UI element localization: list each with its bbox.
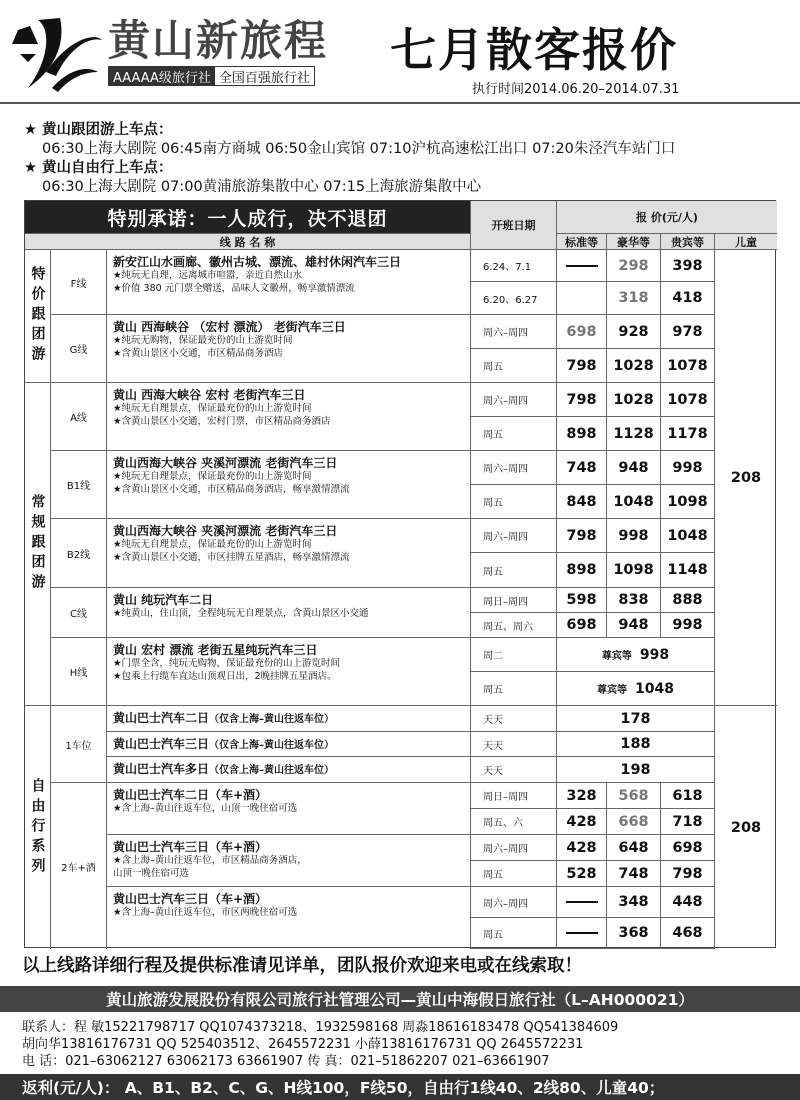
route-desc <box>107 451 471 519</box>
price-lux: 1048 <box>607 485 661 519</box>
col-vip: 贵宾等 <box>661 234 715 250</box>
line-code: A线 <box>51 383 107 451</box>
price-std: 528 <box>557 861 607 887</box>
company-banner: 黄山旅游发展股份有限公司旅行社管理公司—黄山中海假日旅行社（L–AH000021） <box>0 986 800 1012</box>
schedule-date: 周五、周六 <box>471 613 557 638</box>
price-lux: 948 <box>607 451 661 485</box>
route-title: 黄山巴士汽车二日 <box>113 711 210 726</box>
price-std: 328 <box>557 783 607 809</box>
route-desc <box>107 519 471 588</box>
badge-rating: AAAAA级旅行社 <box>109 67 215 85</box>
route-note: ★含黄山景区小交通，市区挂牌五星酒店，畅享激情漂流 <box>113 552 350 563</box>
price-std <box>557 887 607 918</box>
col-child: 儿童 <box>715 234 777 250</box>
execution-period: 执行时间2014.06.20–2014.07.31 <box>472 82 680 97</box>
price-lux: 648 <box>607 835 661 861</box>
route-note: ★纯玩无自理景点，保证最充份的山上游览时间 <box>113 403 312 415</box>
route-title: 黄山巴士汽车三日（车+酒） <box>113 840 268 854</box>
col-route: 线 路 名 称 <box>25 234 471 250</box>
promise-banner: 特别承诺：一人成行，决不退团 <box>25 201 471 234</box>
route-sub: （仅含上海–黄山往返车位） <box>209 765 335 777</box>
route-desc <box>107 250 471 315</box>
price-vip: 798 <box>661 861 715 887</box>
route-title: 新安江山水画廊、徽州古城、漂流、雄村休闲汽车三日 <box>113 255 402 269</box>
schedule-date: 周日–周四 <box>471 588 557 613</box>
price-lux: 318 <box>607 282 661 315</box>
line-code: B1线 <box>51 451 107 519</box>
price-lux: 348 <box>607 887 661 918</box>
line-code: H线 <box>51 638 107 706</box>
price-vip: 888 <box>661 588 715 613</box>
follow-pickup-title: ★ 黄山跟团游上车点： <box>24 122 173 138</box>
schedule-date: 6.20、6.27 <box>471 282 557 315</box>
price-std: 898 <box>557 553 607 588</box>
category-free: 自由行系列 <box>25 706 51 949</box>
schedule-date: 天天 <box>471 757 557 783</box>
price-std: 798 <box>557 383 607 417</box>
no-price-dash <box>566 901 598 903</box>
child-price: 208 <box>730 819 762 836</box>
col-lux: 豪华等 <box>607 234 661 250</box>
single-price: 188 <box>557 732 715 757</box>
merged-price <box>557 672 715 706</box>
schedule-date: 周六–周四 <box>471 519 557 553</box>
price-vip: 698 <box>661 835 715 861</box>
price-vip: 998 <box>661 451 715 485</box>
price-lux: 948 <box>607 613 661 638</box>
route-desc <box>107 732 471 757</box>
route-sub: （仅含上海–黄山往返车位） <box>209 739 335 751</box>
price-lux: 1128 <box>607 417 661 451</box>
schedule-date: 周五 <box>471 349 557 383</box>
price-lux: 1028 <box>607 383 661 417</box>
badge-rank: 全国百强旅行社 <box>218 70 310 86</box>
col-date: 开班日期 <box>471 201 557 250</box>
price-vip: 1078 <box>661 383 715 417</box>
schedule-date: 周日–周四 <box>471 783 557 809</box>
route-note: ★含黄山景区小交通，宏村门票，市区精品商务酒店 <box>113 416 331 427</box>
price-std <box>557 250 607 282</box>
price-vip: 978 <box>661 315 715 349</box>
price-lux: 1028 <box>607 349 661 383</box>
route-note: ★纯玩无自理，远离城市喧嚣，亲近自然山水 <box>113 270 303 282</box>
route-desc <box>107 783 471 835</box>
price-std <box>557 918 607 949</box>
price-vip: 998 <box>661 613 715 638</box>
route-title: 黄山 宏村 漂流 老街五星纯玩汽车三日 <box>113 643 318 657</box>
route-note: ★纯黄山，住山顶，全程纯玩无自理景点，含黄山景区小交通 <box>113 608 369 620</box>
route-note: ★含上海–黄山往返车位，山顶一晚住宿可选 <box>113 803 298 815</box>
free-pickup-title: ★ 黄山自由行上车点： <box>24 160 173 176</box>
price-std: 798 <box>557 519 607 553</box>
price-lux: 668 <box>607 809 661 835</box>
price-vip: 1178 <box>661 417 715 451</box>
route-title: 黄山西海大峡谷 夹溪河漂流 老街汽车三日 <box>113 524 338 538</box>
price-std: 698 <box>557 613 607 638</box>
price-lux: 298 <box>607 250 661 282</box>
schedule-date: 周二 <box>471 638 557 672</box>
follow-pickup-stops: 06:30上海大剧院 06:45南方商城 06:50金山宾馆 07:10沪杭高速松江出口 07:20朱泾汽车站门口 <box>42 141 676 157</box>
divider <box>0 102 800 104</box>
phone-line: 电 话：021–63062127 63062173 63661907 传 真：021–51862207 021–63661907 <box>22 1054 550 1069</box>
schedule-date: 周五 <box>471 918 557 949</box>
route-note: ★含黄山景区小交通，市区精品商务酒店，畅享激情漂流 <box>113 484 350 495</box>
route-desc <box>107 835 471 887</box>
free-pickup-stops: 06:30上海大剧院 07:00黄浦旅游集散中心 07:15上海旅游集散中心 <box>42 179 482 195</box>
brand-badge <box>108 66 315 86</box>
no-price-dash <box>566 265 598 267</box>
price-vip: 398 <box>661 250 715 282</box>
price-std: 428 <box>557 835 607 861</box>
route-note: ★包乘上行缆车直达山顶观日出，2晚挂牌五星酒店。 <box>113 671 337 682</box>
merged-price <box>557 638 715 672</box>
price-std: 598 <box>557 588 607 613</box>
schedule-date: 天天 <box>471 732 557 757</box>
category-special: 特价跟团游 <box>25 250 51 383</box>
route-note: ★纯玩无自理景点，保证最充份的山上游览时间 <box>113 471 312 483</box>
price-std: 748 <box>557 451 607 485</box>
no-price-dash <box>566 932 598 934</box>
route-desc <box>107 315 471 383</box>
price-value: 1048 <box>635 680 674 697</box>
page-title: 七月散客报价 <box>390 23 678 77</box>
col-std: 标准等 <box>557 234 607 250</box>
schedule-date: 周六–周四 <box>471 315 557 349</box>
price-tier-label: 尊宾等 <box>601 651 632 662</box>
schedule-date: 周五、六 <box>471 809 557 835</box>
travel-logo-icon <box>8 10 104 94</box>
route-sub: （仅含上海–黄山往返车位） <box>209 714 335 726</box>
route-note: ★纯玩无自理景点，保证最充份的山上游览时间 <box>113 539 312 551</box>
price-table <box>24 200 776 948</box>
route-note: ★含黄山景区小交通，市区精品商务酒店 <box>113 348 284 359</box>
footer-note: 以上线路详细行程及提供标准请见详单，团队报价欢迎来电或在线索取！ <box>22 956 582 976</box>
schedule-date: 周六–周四 <box>471 887 557 918</box>
category-regular: 常规跟团游 <box>25 383 51 706</box>
price-lux: 998 <box>607 519 661 553</box>
price-vip: 468 <box>661 918 715 949</box>
col-price: 报 价(元/人) <box>557 201 777 234</box>
price-lux: 928 <box>607 315 661 349</box>
route-note: 山顶一晚住宿可选 <box>113 868 190 879</box>
contact-line: 联系人：程 敏15221798717 QQ1074373218、1932598168 周淼18616183478 QQ541384609 <box>22 1020 619 1035</box>
schedule-date: 周五 <box>471 417 557 451</box>
route-note: ★价值 380 元门票全赠送，品味人文徽州，畅享激情漂流 <box>113 283 355 294</box>
route-note: ★含上海–黄山往返车位，市区两晚住宿可选 <box>113 907 298 919</box>
price-lux: 748 <box>607 861 661 887</box>
single-price: 198 <box>557 757 715 783</box>
schedule-date: 周五 <box>471 672 557 706</box>
price-value: 998 <box>639 646 670 663</box>
route-title: 黄山西海大峡谷 夹溪河漂流 老街汽车三日 <box>113 456 338 470</box>
price-vip: 1098 <box>661 485 715 519</box>
schedule-date: 周六–周四 <box>471 451 557 485</box>
price-std: 698 <box>557 315 607 349</box>
price-std <box>557 282 607 315</box>
line-code: G线 <box>51 315 107 383</box>
line-code: F线 <box>51 250 107 315</box>
route-note: ★含上海–黄山往返车位，市区精品商务酒店， <box>113 855 307 867</box>
line-code: C线 <box>51 588 107 638</box>
price-vip: 1078 <box>661 349 715 383</box>
route-title: 黄山巴士汽车三日 <box>113 736 210 751</box>
rebate-banner: 返利(元/人)： A、B1、B2、C、G、H线100，F线50，自由行1线40、2线80、儿童40； <box>0 1074 800 1100</box>
route-desc <box>107 706 471 732</box>
route-title: 黄山巴士汽车多日 <box>113 762 210 777</box>
route-desc <box>107 887 471 949</box>
line-code: 1车位 <box>51 706 107 783</box>
child-price: 208 <box>715 250 777 706</box>
route-desc <box>107 383 471 451</box>
line-code: B2线 <box>51 519 107 588</box>
price-lux: 568 <box>607 783 661 809</box>
price-lux: 1098 <box>607 553 661 588</box>
route-title: 黄山 西海大峡谷 宏村 老街汽车三日 <box>113 388 306 402</box>
route-title: 黄山 西海峡谷 （宏村 漂流） 老街汽车三日 <box>113 320 346 334</box>
price-vip: 618 <box>661 783 715 809</box>
schedule-date: 6.24、7.1 <box>471 250 557 282</box>
route-note: ★纯玩无购物，保证最充份的山上游览时间 <box>113 335 293 347</box>
price-vip: 1148 <box>661 553 715 588</box>
price-vip: 718 <box>661 809 715 835</box>
price-std: 428 <box>557 809 607 835</box>
route-title: 黄山 纯玩汽车二日 <box>113 593 214 607</box>
price-vip: 448 <box>661 887 715 918</box>
route-desc <box>107 638 471 706</box>
single-price: 178 <box>557 706 715 732</box>
route-desc <box>107 757 471 783</box>
route-title: 黄山巴士汽车二日（车+酒） <box>113 788 268 802</box>
line-code: 2车+酒 <box>51 783 107 949</box>
price-std: 848 <box>557 485 607 519</box>
brand-name: 黄山新旅程 <box>108 16 329 65</box>
price-vip: 418 <box>661 282 715 315</box>
schedule-date: 周五 <box>471 553 557 588</box>
schedule-date: 天天 <box>471 706 557 732</box>
price-tier-label: 尊宾等 <box>597 685 628 696</box>
price-lux: 838 <box>607 588 661 613</box>
schedule-date: 周六–周四 <box>471 835 557 861</box>
route-note: ★门票全含，纯玩无购物，保证最充份的山上游览时间 <box>113 658 341 670</box>
schedule-date: 周五 <box>471 861 557 887</box>
schedule-date: 周六–周四 <box>471 383 557 417</box>
route-title: 黄山巴士汽车三日（车+酒） <box>113 892 268 906</box>
price-std: 898 <box>557 417 607 451</box>
price-std: 798 <box>557 349 607 383</box>
price-vip: 1048 <box>661 519 715 553</box>
route-desc <box>107 588 471 638</box>
price-lux: 368 <box>607 918 661 949</box>
contact-line: 胡向华13816176731 QQ 525403512、2645572231 小薛13816176731 QQ 2645572231 <box>22 1037 584 1052</box>
schedule-date: 周五 <box>471 485 557 519</box>
